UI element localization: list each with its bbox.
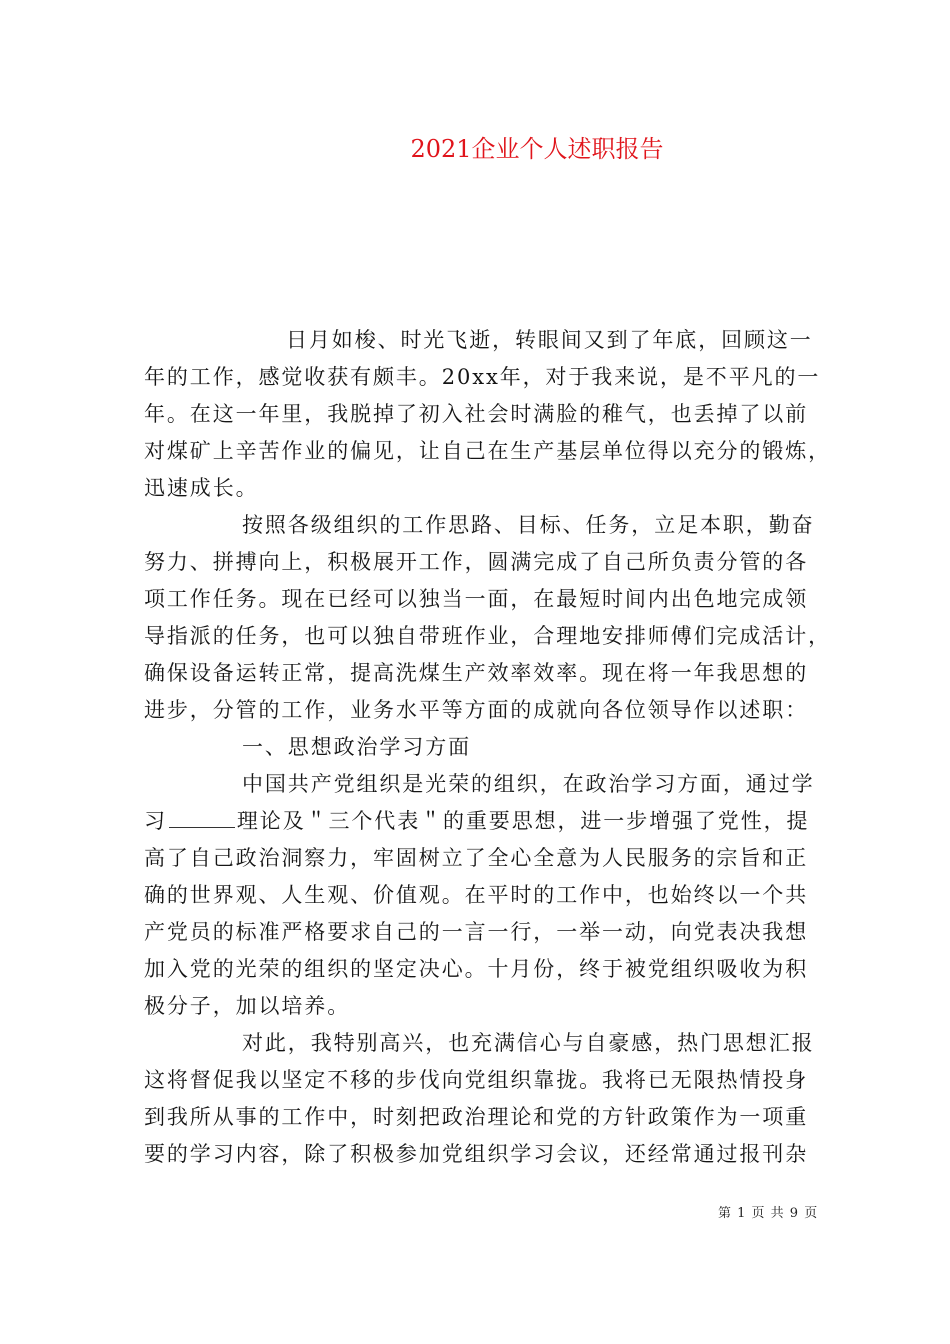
line-start-text: 习 — [144, 809, 167, 833]
line-rest-text: 理论及＂三个代表＂的重要思想，进一步增强了党性，提 — [236, 809, 810, 833]
paragraph-line: 极分子，加以培养。 — [144, 994, 351, 1018]
paragraph-line: 导指派的任务，也可以独自带班作业，合理地安排师傅们完成活计， — [144, 624, 831, 648]
paragraph-line: 努力、拼搏向上，积极展开工作，圆满完成了自己所负责分管的各 — [144, 550, 809, 574]
paragraph-line: 年。在这一年里，我脱掉了初入社会时满脸的稚气，也丢掉了以前 — [144, 402, 809, 426]
paragraph-line — [144, 803, 810, 840]
paragraph-line: 确保设备运转正常，提高洗煤生产效率效率。现在将一年我思想的 — [144, 661, 809, 685]
paragraph-line: 按照各级组织的工作思路、目标、任务，立足本职，勤奋 — [242, 513, 815, 537]
paragraph-line: 要的学习内容，除了积极参加党组织学习会议，还经常通过报刊杂 — [144, 1142, 809, 1166]
paragraph-line: 项工作任务。现在已经可以独当一面，在最短时间内出色地完成领 — [144, 587, 809, 611]
paragraph-line: 这将督促我以坚定不移的步伐向党组织靠拢。我将已无限热情投身 — [144, 1068, 809, 1092]
paragraph-line: 年的工作，感觉收获有颇丰。20xx年，对于我来说，是不平凡的一 — [144, 365, 821, 389]
paragraph-line: 进步，分管的工作，业务水平等方面的成就向各位领导作以述职： — [144, 698, 809, 722]
document-body — [144, 322, 831, 1173]
paragraph-line: 日月如梭、时光飞逝，转眼间又到了年底，回顾这一 — [286, 328, 813, 352]
page-number-footer: 第 1 页 共 9 页 — [718, 1206, 819, 1221]
paragraph-line: 到我所从事的工作中，时刻把政治理论和党的方针政策作为一项重 — [144, 1105, 809, 1129]
paragraph-line: 确的世界观、人生观、价值观。在平时的工作中，也始终以一个共 — [144, 883, 809, 907]
paragraph-line: 对煤矿上辛苦作业的偏见，让自己在生产基层单位得以充分的锻炼， — [144, 439, 831, 463]
paragraph-line: 中国共产党组织是光荣的组织，在政治学习方面，通过学 — [242, 772, 815, 796]
section-heading: 一、思想政治学习方面 — [242, 735, 471, 759]
document-title: 2021企业个人述职报告 — [410, 135, 664, 163]
blank-underline — [169, 809, 235, 828]
paragraph-line: 加入党的光荣的组织的坚定决心。十月份，终于被党组织吸收为积 — [144, 957, 809, 981]
paragraph-line: 对此，我特别高兴，也充满信心与自豪感，热门思想汇报 — [242, 1031, 815, 1055]
paragraph-line: 迅速成长。 — [144, 476, 259, 500]
paragraph-line: 高了自己政治洞察力，牢固树立了全心全意为人民服务的宗旨和正 — [144, 846, 809, 870]
paragraph-line: 产党员的标准严格要求自己的一言一行，一举一动，向党表决我想 — [144, 920, 809, 944]
